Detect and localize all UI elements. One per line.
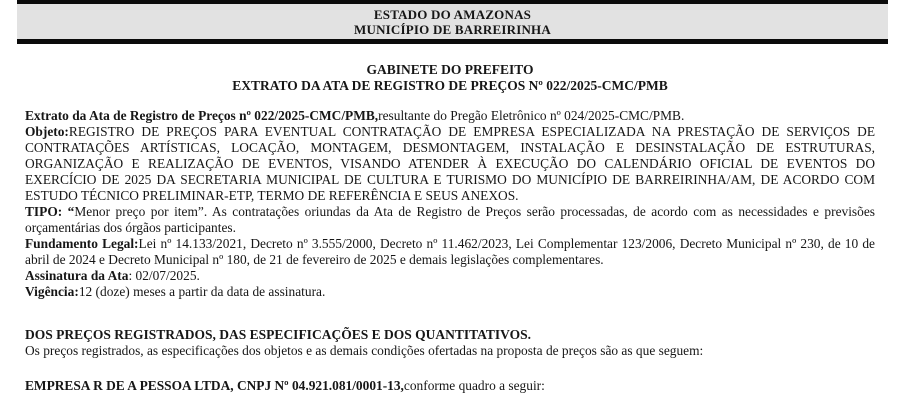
state-name: ESTADO DO AMAZONAS <box>373 7 532 22</box>
paragraph-objeto <box>25 124 875 204</box>
paragraph-vigencia <box>25 284 875 300</box>
empresa-name-cnpj: EMPRESA R DE A PESSOA LTDA, CNPJ Nº 04.921.081/0001-13, <box>25 378 404 393</box>
fundamento-text: Lei nº 14.133/2021, Decreto nº 3.555/2000, Decreto nº 11.462/2023, Lei Complementar 123/2006, Decreto Municipal nº 230, de 10 de abril de 2024 e Decreto Municipal nº 180, de 21 de fevereiro de 2025 e demais legislações complementares. <box>25 236 875 267</box>
paragraph-empresa <box>25 378 875 394</box>
section-heading-precos: DOS PREÇOS REGISTRADOS, DAS ESPECIFICAÇÕES E DOS QUANTITATIVOS. <box>25 327 531 342</box>
paragraph-extrato <box>25 108 875 124</box>
document-body <box>0 108 900 394</box>
empresa-text: conforme quadro a seguir: <box>403 378 545 393</box>
paragraph-assinatura <box>25 268 875 284</box>
objeto-text: REGISTRO DE PREÇOS PARA EVENTUAL CONTRATAÇÃO DE EMPRESA ESPECIALIZADA NA PRESTAÇÃO DE SERVIÇOS DE CONTRATAÇÕES ARTÍSTICAS, LOCAÇÃO, MONTAGEM, DESMONTAGEM, INSTALAÇÃO E DESINSTALAÇÃO DE ESTRUTURAS, ORGANIZAÇÃO E REALIZAÇÃO DE EVENTOS, VISANDO ATENDER À EXECUÇÃO DO CALENDÁRIO OFICIAL DE EVENTOS DO EXERCÍCIO DE 2025 DA SECRETARIA MUNICIPAL DE CULTURA E TURISMO DO MUNICÍPIO DE BARREIRINHA/AM, DE ACORDO COM ESTUDO TÉCNICO PRELIMINAR-ETP, TERMO DE REFERÊNCIA E SEUS ANEXOS. <box>25 124 875 203</box>
assinatura-label: Assinatura da Ata <box>25 268 129 283</box>
tipo-label: TIPO: “ <box>25 204 75 219</box>
extrato-label: Extrato da Ata de Registro de Preços nº 022/2025-CMC/PMB, <box>25 108 379 123</box>
department-title: GABINETE DO PREFEITO <box>366 62 534 77</box>
vigencia-text: 12 (doze) meses a partir da data de assinatura. <box>78 284 326 299</box>
document-title: EXTRATO DA ATA DE REGISTRO DE PREÇOS Nº 022/2025-CMC/PMB <box>232 78 668 93</box>
state-banner <box>17 0 888 44</box>
extrato-text: resultante do Pregão Eletrônico nº 024/2025-CMC/PMB. <box>378 108 685 123</box>
fundamento-label: Fundamento Legal: <box>25 236 139 251</box>
vigencia-label: Vigência: <box>25 284 79 299</box>
paragraph-fundamento-legal <box>25 236 875 268</box>
tipo-text: Menor preço por item”. As contratações oriundas da Ata de Registro de Preços serão processadas, de acordo com as necessidades e previsões orçamentárias dos órgãos participantes. <box>25 204 875 235</box>
document-header <box>0 62 900 94</box>
assinatura-date: : 02/07/2025. <box>128 268 200 283</box>
municipality-name: MUNICÍPIO DE BARREIRINHA <box>354 22 551 37</box>
objeto-label: Objeto: <box>25 124 69 139</box>
paragraph-tipo <box>25 204 875 236</box>
section-intro: Os preços registrados, as especificações dos objetos e as demais condições ofertadas na proposta de preços são as que seguem: <box>25 343 704 358</box>
